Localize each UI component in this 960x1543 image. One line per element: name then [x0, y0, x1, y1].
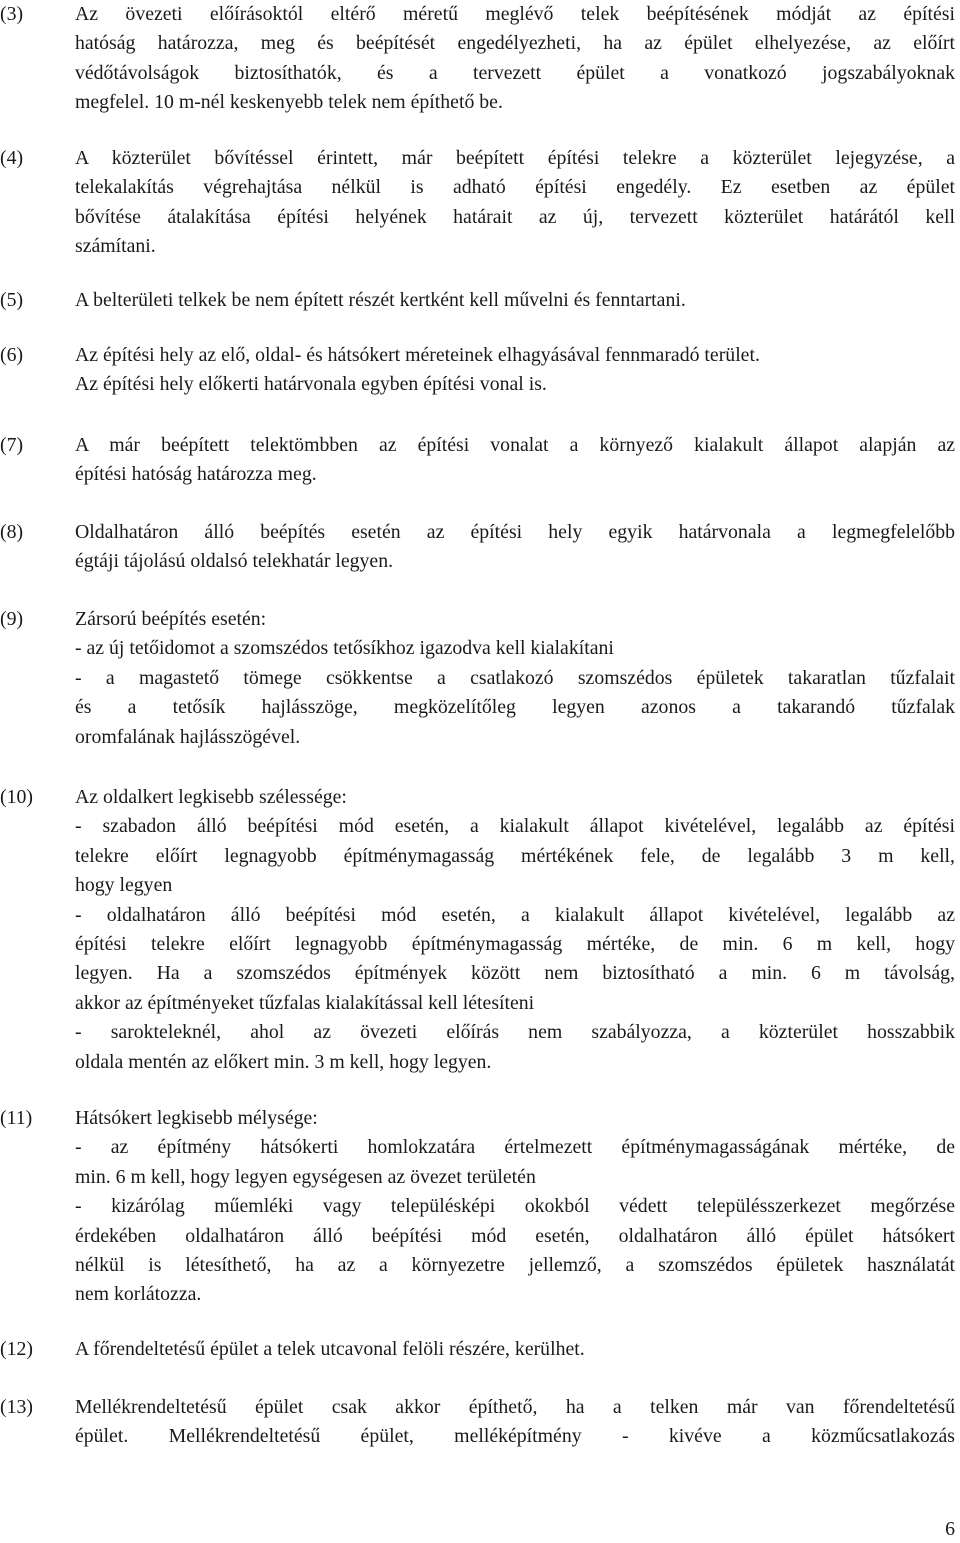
- paragraph-number: (3): [0, 3, 24, 25]
- paragraph-4: [0, 144, 955, 262]
- paragraph-number: (11): [0, 1107, 33, 1129]
- paragraph-body: [75, 783, 955, 1077]
- paragraph-6: [0, 341, 955, 400]
- text-line: A már beépített telektömbben az építési vonalat a környező kialakult állapot alapján az: [75, 434, 955, 456]
- paragraph-body: [75, 0, 955, 118]
- paragraph-9: [0, 605, 955, 752]
- paragraph-number: (6): [0, 344, 24, 366]
- text-line: A belterületi telkek be nem épített részét kertként kell művelni és fenntartani.: [75, 289, 686, 311]
- text-line: legyen. Ha a szomszédos építmények között nem biztosítható a min. 6 m távolság,: [75, 962, 955, 985]
- paragraph-number: (7): [0, 434, 24, 456]
- text-line: - szabadon álló beépítési mód esetén, a kialakult állapot kivételével, legalább az építési: [75, 815, 955, 838]
- paragraph-3: [0, 0, 955, 118]
- text-line: telekalakítás végrehajtása nélkül is adható építési engedély. Ez esetben az épület: [75, 176, 955, 199]
- paragraph-8: [0, 518, 955, 577]
- paragraph-13: [0, 1393, 955, 1452]
- text-line: - az építmény hátsókerti homlokzatára értelmezett építménymagasságának mértéke, de: [75, 1136, 955, 1159]
- text-line: Mellékrendeltetésű épület csak akkor építhető, ha a telken már van főrendeltetésű: [75, 1396, 955, 1418]
- text-line: akkor az építményeket tűzfalas kialakítással kell létesíteni: [75, 991, 535, 1014]
- text-line: Az övezeti előírásoktól eltérő méretű meglévő telek beépítésének módját az építési: [75, 3, 955, 25]
- text-line: égtáji tájolású oldalsó telekhatár legyen.: [75, 550, 394, 573]
- paragraph-body: [75, 1104, 955, 1310]
- paragraph-number: (8): [0, 521, 24, 543]
- paragraph-body: [75, 286, 955, 315]
- text-line: és a tetősík hajlásszöge, megközelítőleg legyen azonos a takarandó tűzfalak: [75, 696, 955, 719]
- paragraph-number: (12): [0, 1338, 33, 1360]
- text-line: A főrendeltetésű épület a telek utcavonal felöli részére, kerülhet.: [75, 1338, 585, 1360]
- paragraph-10: [0, 783, 955, 1077]
- paragraph-number: (9): [0, 608, 24, 630]
- text-line: épület. Mellékrendeltetésű épület, melléképítmény - kivéve a közműcsatlakozás: [75, 1425, 955, 1448]
- text-line: hatóság határozza, meg és beépítését engedélyezheti, ha az épület elhelyezése, az előírt: [75, 32, 955, 55]
- text-line: A közterület bővítéssel érintett, már beépített építési telekre a közterület lejegyzése, a: [75, 147, 955, 169]
- paragraph-number: (10): [0, 786, 33, 808]
- paragraph-body: [75, 1393, 955, 1452]
- paragraph-number: (13): [0, 1396, 33, 1418]
- paragraph-body: [75, 605, 955, 752]
- text-line: Az építési hely előkerti határvonala egyben építési vonal is.: [75, 373, 547, 396]
- text-line: - az új tetőidomot a szomszédos tetősíkhoz igazodva kell kialakítani: [75, 637, 614, 660]
- text-line: - sarokteleknél, ahol az övezeti előírás nem szabályozza, a közterület hosszabbik: [75, 1021, 955, 1044]
- text-line: építési telekre előírt legnagyobb építménymagasság mértéke, de min. 6 m kell, hogy: [75, 933, 955, 956]
- text-line: Oldalhatáron álló beépítés esetén az építési hely egyik határvonala a legmegfelelőbb: [75, 521, 955, 543]
- text-line: - a magastető tömege csökkentse a csatlakozó szomszédos épületek takaratlan tűzfalait: [75, 666, 955, 689]
- text-line: Hátsókert legkisebb mélysége:: [75, 1107, 318, 1129]
- paragraph-7: [0, 431, 955, 490]
- text-line: hogy legyen: [75, 874, 173, 897]
- text-line: megfelel. 10 m-nél keskenyebb telek nem építhető be.: [75, 91, 503, 114]
- text-line: Az építési hely az elő, oldal- és hátsókert méreteinek elhagyásával fennmaradó terület.: [75, 344, 760, 366]
- text-line: védőtávolságok biztosíthatók, és a tervezett épület a vonatkozó jogszabályoknak: [75, 61, 955, 84]
- paragraph-5: [0, 286, 955, 315]
- paragraph-number: (4): [0, 147, 24, 169]
- text-line: oromfalának hajlásszögével.: [75, 725, 301, 748]
- text-line: érdekében oldalhatáron álló beépítési mód esetén, oldalhatáron álló épület hátsókert: [75, 1224, 955, 1247]
- page-number: 6: [945, 1518, 955, 1540]
- text-line: számítani.: [75, 235, 156, 258]
- text-line: Zársorú beépítés esetén:: [75, 608, 267, 630]
- text-line: építési hatóság határozza meg.: [75, 463, 317, 486]
- paragraph-body: [75, 341, 955, 400]
- text-line: bővítése átalakítása építési helyének határait az új, tervezett közterület határától kell: [75, 205, 955, 228]
- text-line: - oldalhatáron álló beépítési mód esetén, a kialakult állapot kivételével, legalább az: [75, 903, 955, 926]
- paragraph-body: [75, 518, 955, 577]
- text-line: - kizárólag műemléki vagy településképi okokból védett településszerkezet megőrzése: [75, 1195, 955, 1218]
- paragraph-body: [75, 144, 955, 262]
- text-line: telekre előírt legnagyobb építménymagasság mértékének fele, de legalább 3 m kell,: [75, 844, 955, 867]
- text-line: min. 6 m kell, hogy legyen egységesen az övezet területén: [75, 1165, 536, 1188]
- paragraph-body: [75, 431, 955, 490]
- paragraph-number: (5): [0, 289, 24, 311]
- paragraph-12: [0, 1335, 955, 1364]
- text-line: Az oldalkert legkisebb szélessége:: [75, 786, 347, 808]
- text-line: nem korlátozza.: [75, 1283, 202, 1306]
- text-line: oldala mentén az előkert min. 3 m kell, hogy legyen.: [75, 1050, 492, 1073]
- text-line: nélkül is létesíthető, ha az a környezetre jellemző, a szomszédos épületek használatát: [75, 1254, 955, 1277]
- paragraph-body: [75, 1335, 955, 1364]
- paragraph-11: [0, 1104, 955, 1310]
